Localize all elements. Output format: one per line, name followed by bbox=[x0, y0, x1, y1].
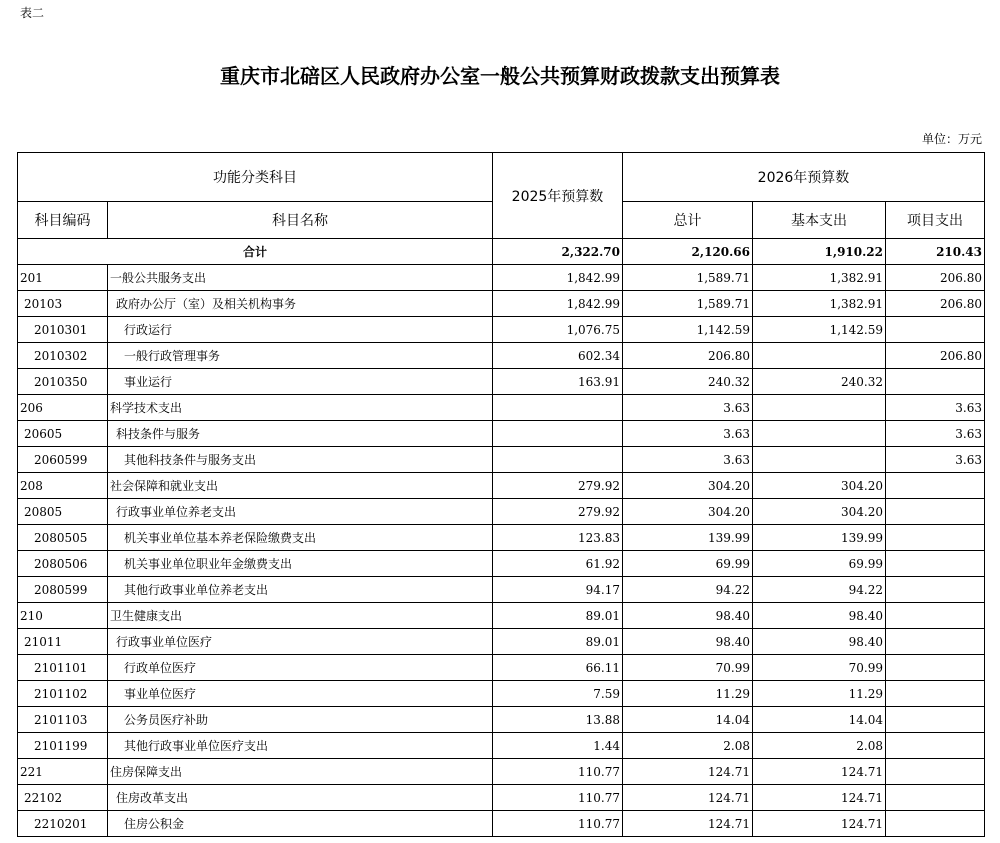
project-expense-cell: 3.63 bbox=[886, 447, 985, 473]
budget-2026-total-cell: 240.32 bbox=[623, 369, 753, 395]
table-row bbox=[18, 811, 985, 837]
subject-code: 20605 bbox=[18, 421, 108, 447]
subject-code: 2010301 bbox=[18, 317, 108, 343]
basic-header: 基本支出 bbox=[753, 202, 886, 239]
table-row bbox=[18, 577, 985, 603]
basic-expense-cell: 1,382.91 bbox=[753, 291, 886, 317]
table-row bbox=[18, 759, 985, 785]
basic-expense-cell: 94.22 bbox=[753, 577, 886, 603]
project-expense-cell bbox=[886, 655, 985, 681]
subject-name: 其他科技条件与服务支出 bbox=[108, 447, 493, 473]
budget-2026-total-cell: 98.40 bbox=[623, 603, 753, 629]
table-row bbox=[18, 681, 985, 707]
budget-2026-total-cell: 124.71 bbox=[623, 785, 753, 811]
basic-expense-cell: 98.40 bbox=[753, 603, 886, 629]
subject-code: 2080506 bbox=[18, 551, 108, 577]
subject-code: 2101102 bbox=[18, 681, 108, 707]
basic-expense-cell: 11.29 bbox=[753, 681, 886, 707]
table-row bbox=[18, 369, 985, 395]
project-expense-cell bbox=[886, 629, 985, 655]
basic-expense-cell bbox=[753, 395, 886, 421]
table-row bbox=[18, 785, 985, 811]
subject-name: 机关事业单位职业年金缴费支出 bbox=[108, 551, 493, 577]
project-expense-cell bbox=[886, 577, 985, 603]
subject-code: 2010302 bbox=[18, 343, 108, 369]
budget-2026-total-cell: 1,589.71 bbox=[623, 291, 753, 317]
subject-code: 206 bbox=[18, 395, 108, 421]
table-row bbox=[18, 343, 985, 369]
table-row bbox=[18, 707, 985, 733]
subject-name: 一般公共服务支出 bbox=[108, 265, 493, 291]
table-number-label: 表二 bbox=[20, 6, 45, 20]
table-row bbox=[18, 499, 985, 525]
budget-2025-cell: 89.01 bbox=[493, 603, 623, 629]
table-row bbox=[18, 733, 985, 759]
project-expense-cell bbox=[886, 785, 985, 811]
basic-expense-cell: 304.20 bbox=[753, 499, 886, 525]
table-row bbox=[18, 447, 985, 473]
subject-name: 行政事业单位医疗 bbox=[108, 629, 493, 655]
project-expense-cell bbox=[886, 369, 985, 395]
basic-expense-cell: 139.99 bbox=[753, 525, 886, 551]
budget-2025-cell: 7.59 bbox=[493, 681, 623, 707]
basic-expense-cell bbox=[753, 447, 886, 473]
subject-code: 2101103 bbox=[18, 707, 108, 733]
subject-code: 20805 bbox=[18, 499, 108, 525]
budget-2025-cell bbox=[493, 447, 623, 473]
budget-2026-total-cell: 304.20 bbox=[623, 499, 753, 525]
table-row bbox=[18, 473, 985, 499]
project-expense-cell: 206.80 bbox=[886, 291, 985, 317]
table-row bbox=[18, 291, 985, 317]
project-expense-cell bbox=[886, 733, 985, 759]
budget-2026-total-cell: 124.71 bbox=[623, 759, 753, 785]
budget-table bbox=[17, 152, 985, 837]
project-expense-cell bbox=[886, 811, 985, 837]
function-class-header: 功能分类科目 bbox=[18, 153, 493, 202]
project-expense-cell: 3.63 bbox=[886, 421, 985, 447]
table-row bbox=[18, 551, 985, 577]
budget-2026-header: 2026年预算数 bbox=[623, 153, 985, 202]
subject-name: 住房改革支出 bbox=[108, 785, 493, 811]
budget-2026-total-cell: 11.29 bbox=[623, 681, 753, 707]
table-row bbox=[18, 525, 985, 551]
subject-code: 2101199 bbox=[18, 733, 108, 759]
subject-name: 事业单位医疗 bbox=[108, 681, 493, 707]
total-2026: 2,120.66 bbox=[623, 239, 753, 265]
basic-expense-cell: 69.99 bbox=[753, 551, 886, 577]
subject-name: 社会保障和就业支出 bbox=[108, 473, 493, 499]
project-expense-cell: 206.80 bbox=[886, 343, 985, 369]
basic-expense-cell bbox=[753, 343, 886, 369]
budget-2026-total-cell: 69.99 bbox=[623, 551, 753, 577]
subject-name: 行政单位医疗 bbox=[108, 655, 493, 681]
header-row-1 bbox=[18, 153, 985, 202]
subject-code: 201 bbox=[18, 265, 108, 291]
code-header: 科目编码 bbox=[18, 202, 108, 239]
budget-2026-total-cell: 2.08 bbox=[623, 733, 753, 759]
project-expense-cell: 206.80 bbox=[886, 265, 985, 291]
budget-2026-total-cell: 1,142.59 bbox=[623, 317, 753, 343]
basic-expense-cell: 124.71 bbox=[753, 785, 886, 811]
budget-2025-cell: 110.77 bbox=[493, 785, 623, 811]
subject-code: 2101101 bbox=[18, 655, 108, 681]
basic-expense-cell: 2.08 bbox=[753, 733, 886, 759]
project-expense-cell bbox=[886, 525, 985, 551]
project-expense-cell bbox=[886, 473, 985, 499]
budget-2025-cell: 123.83 bbox=[493, 525, 623, 551]
subject-name: 科技条件与服务 bbox=[108, 421, 493, 447]
budget-2025-cell: 66.11 bbox=[493, 655, 623, 681]
table-row bbox=[18, 317, 985, 343]
budget-2025-header: 2025年预算数 bbox=[493, 153, 623, 239]
budget-2026-total-cell: 94.22 bbox=[623, 577, 753, 603]
basic-expense-cell: 124.71 bbox=[753, 759, 886, 785]
subject-name: 其他行政事业单位医疗支出 bbox=[108, 733, 493, 759]
subject-code: 2080599 bbox=[18, 577, 108, 603]
subject-code: 208 bbox=[18, 473, 108, 499]
budget-2026-total-cell: 70.99 bbox=[623, 655, 753, 681]
project-expense-cell bbox=[886, 499, 985, 525]
budget-2025-cell: 279.92 bbox=[493, 473, 623, 499]
budget-2026-total-cell: 3.63 bbox=[623, 395, 753, 421]
subject-name: 行政运行 bbox=[108, 317, 493, 343]
subject-code: 22102 bbox=[18, 785, 108, 811]
budget-2025-cell: 279.92 bbox=[493, 499, 623, 525]
subject-code: 2060599 bbox=[18, 447, 108, 473]
subject-code: 221 bbox=[18, 759, 108, 785]
budget-2025-cell: 1,842.99 bbox=[493, 265, 623, 291]
basic-expense-cell: 124.71 bbox=[753, 811, 886, 837]
subject-name: 政府办公厅（室）及相关机构事务 bbox=[108, 291, 493, 317]
subject-code: 21011 bbox=[18, 629, 108, 655]
table-row bbox=[18, 265, 985, 291]
subject-name: 住房保障支出 bbox=[108, 759, 493, 785]
basic-expense-cell: 1,142.59 bbox=[753, 317, 886, 343]
basic-expense-cell: 1,382.91 bbox=[753, 265, 886, 291]
subject-name: 一般行政管理事务 bbox=[108, 343, 493, 369]
subject-name: 行政事业单位养老支出 bbox=[108, 499, 493, 525]
subject-code: 210 bbox=[18, 603, 108, 629]
project-expense-cell bbox=[886, 759, 985, 785]
basic-expense-cell: 240.32 bbox=[753, 369, 886, 395]
budget-2026-total-cell: 304.20 bbox=[623, 473, 753, 499]
budget-2025-cell bbox=[493, 421, 623, 447]
total-2025: 2,322.70 bbox=[493, 239, 623, 265]
subject-code: 20103 bbox=[18, 291, 108, 317]
subject-name: 机关事业单位基本养老保险缴费支出 bbox=[108, 525, 493, 551]
total-label: 合计 bbox=[18, 239, 493, 265]
subject-name: 住房公积金 bbox=[108, 811, 493, 837]
budget-2026-total-cell: 206.80 bbox=[623, 343, 753, 369]
budget-2025-cell: 110.77 bbox=[493, 759, 623, 785]
budget-2026-total-cell: 3.63 bbox=[623, 447, 753, 473]
project-expense-cell bbox=[886, 603, 985, 629]
table-row bbox=[18, 603, 985, 629]
subject-name: 科学技术支出 bbox=[108, 395, 493, 421]
budget-2026-total-cell: 98.40 bbox=[623, 629, 753, 655]
subject-name: 其他行政事业单位养老支出 bbox=[108, 577, 493, 603]
subject-name: 事业运行 bbox=[108, 369, 493, 395]
budget-2026-total-cell: 124.71 bbox=[623, 811, 753, 837]
page-title: 重庆市北碚区人民政府办公室一般公共预算财政拨款支出预算表 bbox=[220, 64, 780, 88]
total-project: 210.43 bbox=[886, 239, 985, 265]
subject-code: 2210201 bbox=[18, 811, 108, 837]
budget-2025-cell: 110.77 bbox=[493, 811, 623, 837]
budget-2025-cell: 13.88 bbox=[493, 707, 623, 733]
budget-2025-cell: 602.34 bbox=[493, 343, 623, 369]
budget-2025-cell: 94.17 bbox=[493, 577, 623, 603]
budget-2025-cell: 163.91 bbox=[493, 369, 623, 395]
subject-code: 2080505 bbox=[18, 525, 108, 551]
budget-2026-total-cell: 3.63 bbox=[623, 421, 753, 447]
table-row bbox=[18, 395, 985, 421]
budget-2026-total-cell: 139.99 bbox=[623, 525, 753, 551]
budget-2026-total-cell: 14.04 bbox=[623, 707, 753, 733]
unit-label: 单位：万元 bbox=[921, 132, 982, 146]
project-expense-cell: 3.63 bbox=[886, 395, 985, 421]
basic-expense-cell: 14.04 bbox=[753, 707, 886, 733]
name-header: 科目名称 bbox=[108, 202, 493, 239]
total-row bbox=[18, 239, 985, 265]
budget-2025-cell: 1.44 bbox=[493, 733, 623, 759]
project-expense-cell bbox=[886, 707, 985, 733]
project-expense-cell bbox=[886, 681, 985, 707]
table-row bbox=[18, 655, 985, 681]
total-header: 总计 bbox=[623, 202, 753, 239]
subject-name: 卫生健康支出 bbox=[108, 603, 493, 629]
budget-2025-cell bbox=[493, 395, 623, 421]
subject-code: 2010350 bbox=[18, 369, 108, 395]
basic-expense-cell: 98.40 bbox=[753, 629, 886, 655]
project-expense-cell bbox=[886, 551, 985, 577]
table-row bbox=[18, 421, 985, 447]
basic-expense-cell bbox=[753, 421, 886, 447]
budget-2025-cell: 89.01 bbox=[493, 629, 623, 655]
budget-2025-cell: 61.92 bbox=[493, 551, 623, 577]
project-expense-cell bbox=[886, 317, 985, 343]
basic-expense-cell: 70.99 bbox=[753, 655, 886, 681]
total-basic: 1,910.22 bbox=[753, 239, 886, 265]
basic-expense-cell: 304.20 bbox=[753, 473, 886, 499]
subject-name: 公务员医疗补助 bbox=[108, 707, 493, 733]
budget-2025-cell: 1,076.75 bbox=[493, 317, 623, 343]
budget-2026-total-cell: 1,589.71 bbox=[623, 265, 753, 291]
project-header: 项目支出 bbox=[886, 202, 985, 239]
budget-2025-cell: 1,842.99 bbox=[493, 291, 623, 317]
table-row bbox=[18, 629, 985, 655]
